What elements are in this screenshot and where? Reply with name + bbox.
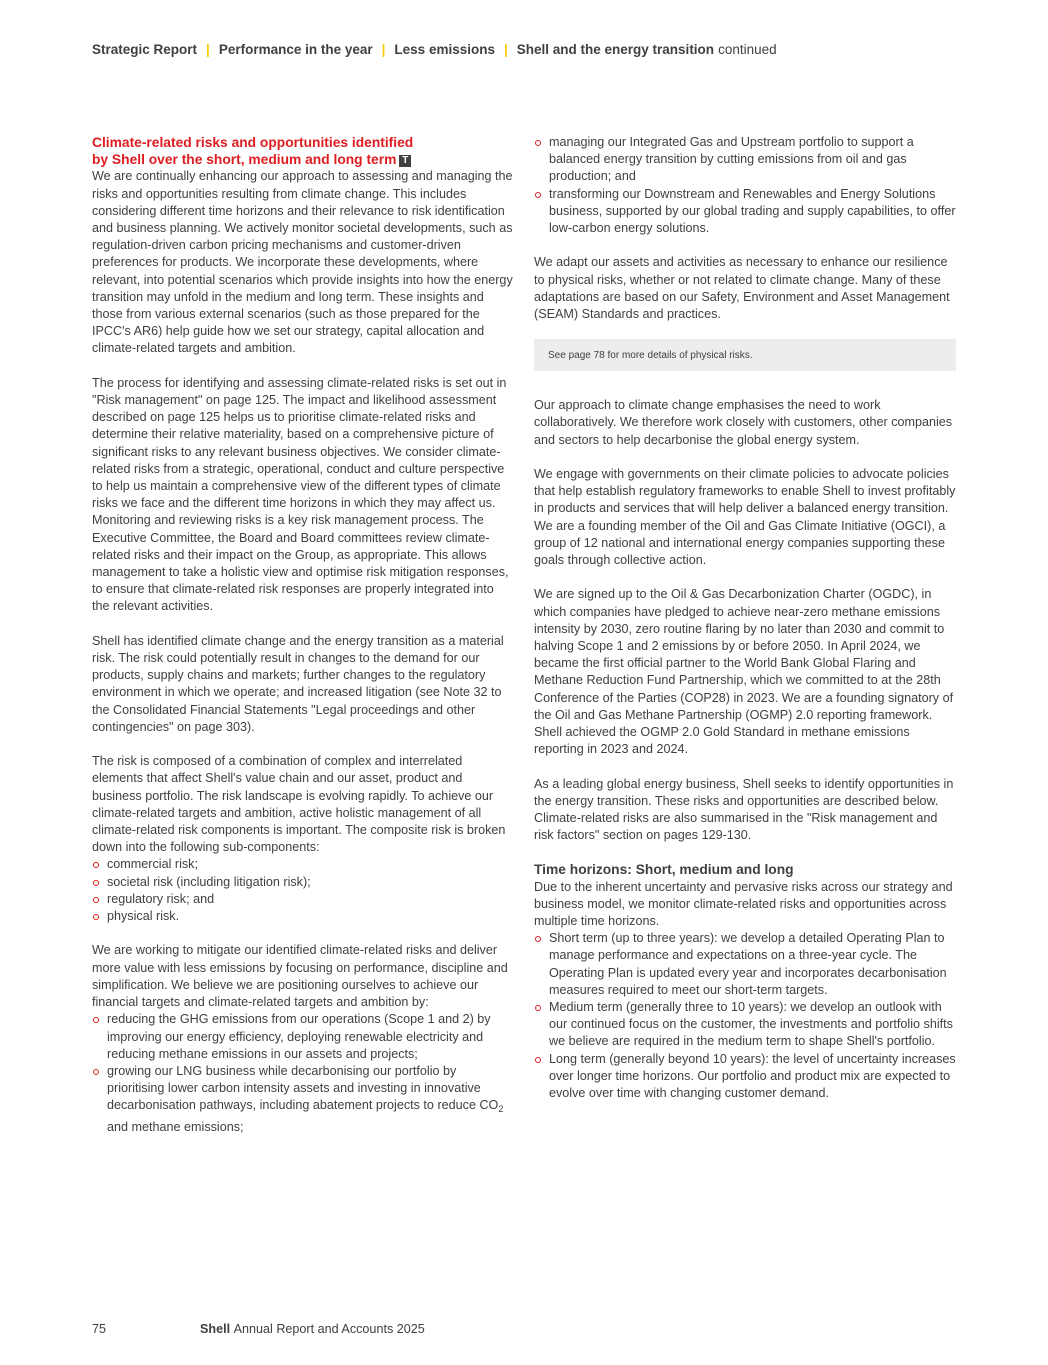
left-column: [92, 134, 514, 1136]
paragraph: We adapt our assets and activities as necessary to enhance our resilience to physical risks, whether or not related to climate change. Many of these adaptations are based on our Safety, Environment and Asset Management (SEAM) Standards and practices.: [534, 255, 950, 322]
paragraph: We engage with governments on their climate policies to advocate policies that help establish regulatory frameworks to enable Shell to invest profitably in products and services that will help deliver a balanced energy transition. We are a founding member of the Oil and Gas Climate Initiative (OGCI), a group of 12 national and international energy companies supporting these goals through collective action.: [534, 467, 956, 568]
list-item: [92, 1063, 514, 1136]
breadcrumb-separator: |: [206, 42, 210, 57]
paragraph: We are continually enhancing our approach to assessing and managing the risks and opportunities resulting from climate change. This includes considering different time horizons and their relevance to risk identification and business planning. We actively monitor societal developments, such as regulation-driven carbon pricing mechanisms and customer-driven preferences for products. We incorporate these developments, where relevant, into potential scenarios which provide insights into how the energy transition may unfold in the medium and long term. These insights and those from various external scenarios (such as those prepared for the IPCC's AR6) help guide how we set our strategy, capital allocation and climate-related targets and ambition.: [92, 169, 513, 356]
list-item-text: growing our LNG business while decarbonising our portfolio by prioritising lower carbon intensity assets and investing in innovative decarbonisation pathways, including abatement projects to reduce CO: [107, 1063, 499, 1113]
footer-brand: Shell: [200, 1322, 231, 1336]
subscript: 2: [498, 1104, 504, 1115]
list-item: Short term (up to three years): we develop a detailed Operating Plan to manage performance and expectations on a three-year cycle. The Operating Plan is updated every year and incorporates decarbonisation measures required to meet our short-term targets.: [534, 930, 956, 999]
breadcrumb-less-emissions[interactable]: Less emissions: [394, 42, 495, 57]
footer: [92, 1322, 425, 1336]
breadcrumb-continued: continued: [718, 42, 777, 57]
page-number: 75: [92, 1322, 107, 1336]
paragraph: We are working to mitigate our identified climate-related risks and deliver more value with less emissions by focusing on performance, discipline and simplification. We believe we are positioning ourselves to achieve our financial targets and climate-related targets and ambition by:: [92, 943, 508, 1010]
section-heading-line2: by Shell over the short, medium and long term: [92, 152, 397, 168]
breadcrumb-separator: |: [503, 42, 508, 57]
subheading: Time horizons: Short, medium and long: [534, 862, 794, 878]
breadcrumb: [92, 42, 777, 57]
paragraph: Our approach to climate change emphasises the need to work collaboratively. We therefore work closely with customers, other companies and sectors to help decarbonise the global energy system.: [534, 398, 953, 447]
mitigation-list-continued: [534, 134, 956, 237]
paragraph: As a leading global energy business, Shell seeks to identify opportunities in the energy transition. These risks and opportunities are described below. Climate-related risks are also summarised in the "Risk management and risk factors" section on pages 129-130.: [534, 776, 954, 843]
list-item: reducing the GHG emissions from our operations (Scope 1 and 2) by improving our energy efficiency, deploying renewable electricity and reducing methane emissions in our assets and projects;: [92, 1011, 514, 1063]
list-item: Medium term (generally three to 10 years): we develop an outlook with our continued focus on the customer, the investments and portfolio shifts we believe are required in the medium term to shape Shell's portfolio.: [534, 999, 956, 1051]
breadcrumb-performance[interactable]: Performance in the year: [218, 42, 373, 57]
mitigation-list: [92, 1011, 514, 1135]
breadcrumb-strategic-report[interactable]: Strategic Report: [92, 42, 198, 57]
footer-title: Annual Report and Accounts 2025: [233, 1322, 425, 1336]
breadcrumb-separator: |: [381, 42, 386, 57]
section-heading-line1: Climate-related risks and opportunities identified: [92, 135, 414, 150]
list-item: managing our Integrated Gas and Upstream portfolio to support a balanced energy transition by cutting emissions from oil and gas production; and: [534, 134, 956, 186]
right-column: [534, 134, 956, 1102]
section-heading: [92, 134, 514, 168]
list-item: regulatory risk; and: [92, 891, 514, 908]
list-item: transforming our Downstream and Renewables and Energy Solutions business, supported by our global trading and supply capabilities, to offer low-carbon energy solutions.: [534, 186, 956, 238]
list-item: Long term (generally beyond 10 years): the level of uncertainty increases over longer time horizons. Our portfolio and product mix are expected to evolve over time with changing customer demand.: [534, 1051, 956, 1103]
tcfd-badge-icon: T: [399, 155, 411, 167]
list-item: physical risk.: [92, 908, 514, 925]
note-text[interactable]: See page 78 for more details of physical risks.: [548, 350, 753, 362]
list-item-text: and methane emissions;: [107, 1119, 244, 1134]
list-item: societal risk (including litigation risk);: [92, 874, 514, 891]
time-horizon-list: [534, 930, 956, 1102]
breadcrumb-energy-transition[interactable]: Shell and the energy transition: [516, 42, 715, 57]
paragraph: We are signed up to the Oil & Gas Decarbonization Charter (OGDC), in which companies have pledged to achieve near-zero methane emissions intensity by 2030, zero routine flaring by no later than 2030 and commit to halving Scope 1 and 2 emissions by or before 2050. In April 2024, we became the first official partner to the World Bank Global Flaring and Methane Reduction Fund Partnership, which we committed to at the 28th Conference of the Parties (COP28) in 2023. We are a founding signatory of the Oil and Gas Methane Partnership (OGMP) 2.0 reporting framework. Shell achieved the OGMP 2.0 Gold Standard in methane emissions reporting in 2023 and 2024.: [534, 587, 954, 757]
paragraph: Due to the inherent uncertainty and pervasive risks across our strategy and business model, we monitor climate-related risks and opportunities across multiple time horizons.: [534, 879, 953, 929]
risk-component-list: [92, 856, 514, 925]
paragraph: Shell has identified climate change and the energy transition as a material risk. The risk could potentially result in changes to the demand for our products, supply chains and markets; further changes to the regulatory environment in which we operate; and increased litigation (see Note 32 to the Consolidated Financial Statements "Legal proceedings and other contingencies" on page 303).: [92, 633, 504, 734]
list-item: commercial risk;: [92, 856, 514, 873]
cross-reference-note: [534, 339, 956, 371]
paragraph: The process for identifying and assessing climate-related risks is set out in "Risk management" on page 125. The impact and likelihood assessment described on page 125 helps us to prioritise climate-related risks and determine their relative materiality, based on a comprehensive picture of significant risks to any relevant business objectives. We consider climate-related risks from a strategic, operational, conduct and culture perspective to help us maintain a comprehensive view of the different types of climate risks we face and the different time horizons in which they may affect us. Monitoring and reviewing risks is a key risk management process. The Executive Committee, the Board and Board committees review climate-related risks and their impact on the Group, as appropriate. This allows management to take a holistic view and optimise risk mitigation responses, to ensure that climate-related risk responses are properly integrated into the relevant activities.: [92, 375, 509, 614]
paragraph: The risk is composed of a combination of complex and interrelated elements that affect Shell's value chain and our asset, product and business portfolio. The risk landscape is evolving rapidly. To achieve our climate-related targets and ambition, active holistic management of all climate-related risk components is important. The composite risk is broken down into the following sub-components:: [92, 754, 506, 855]
